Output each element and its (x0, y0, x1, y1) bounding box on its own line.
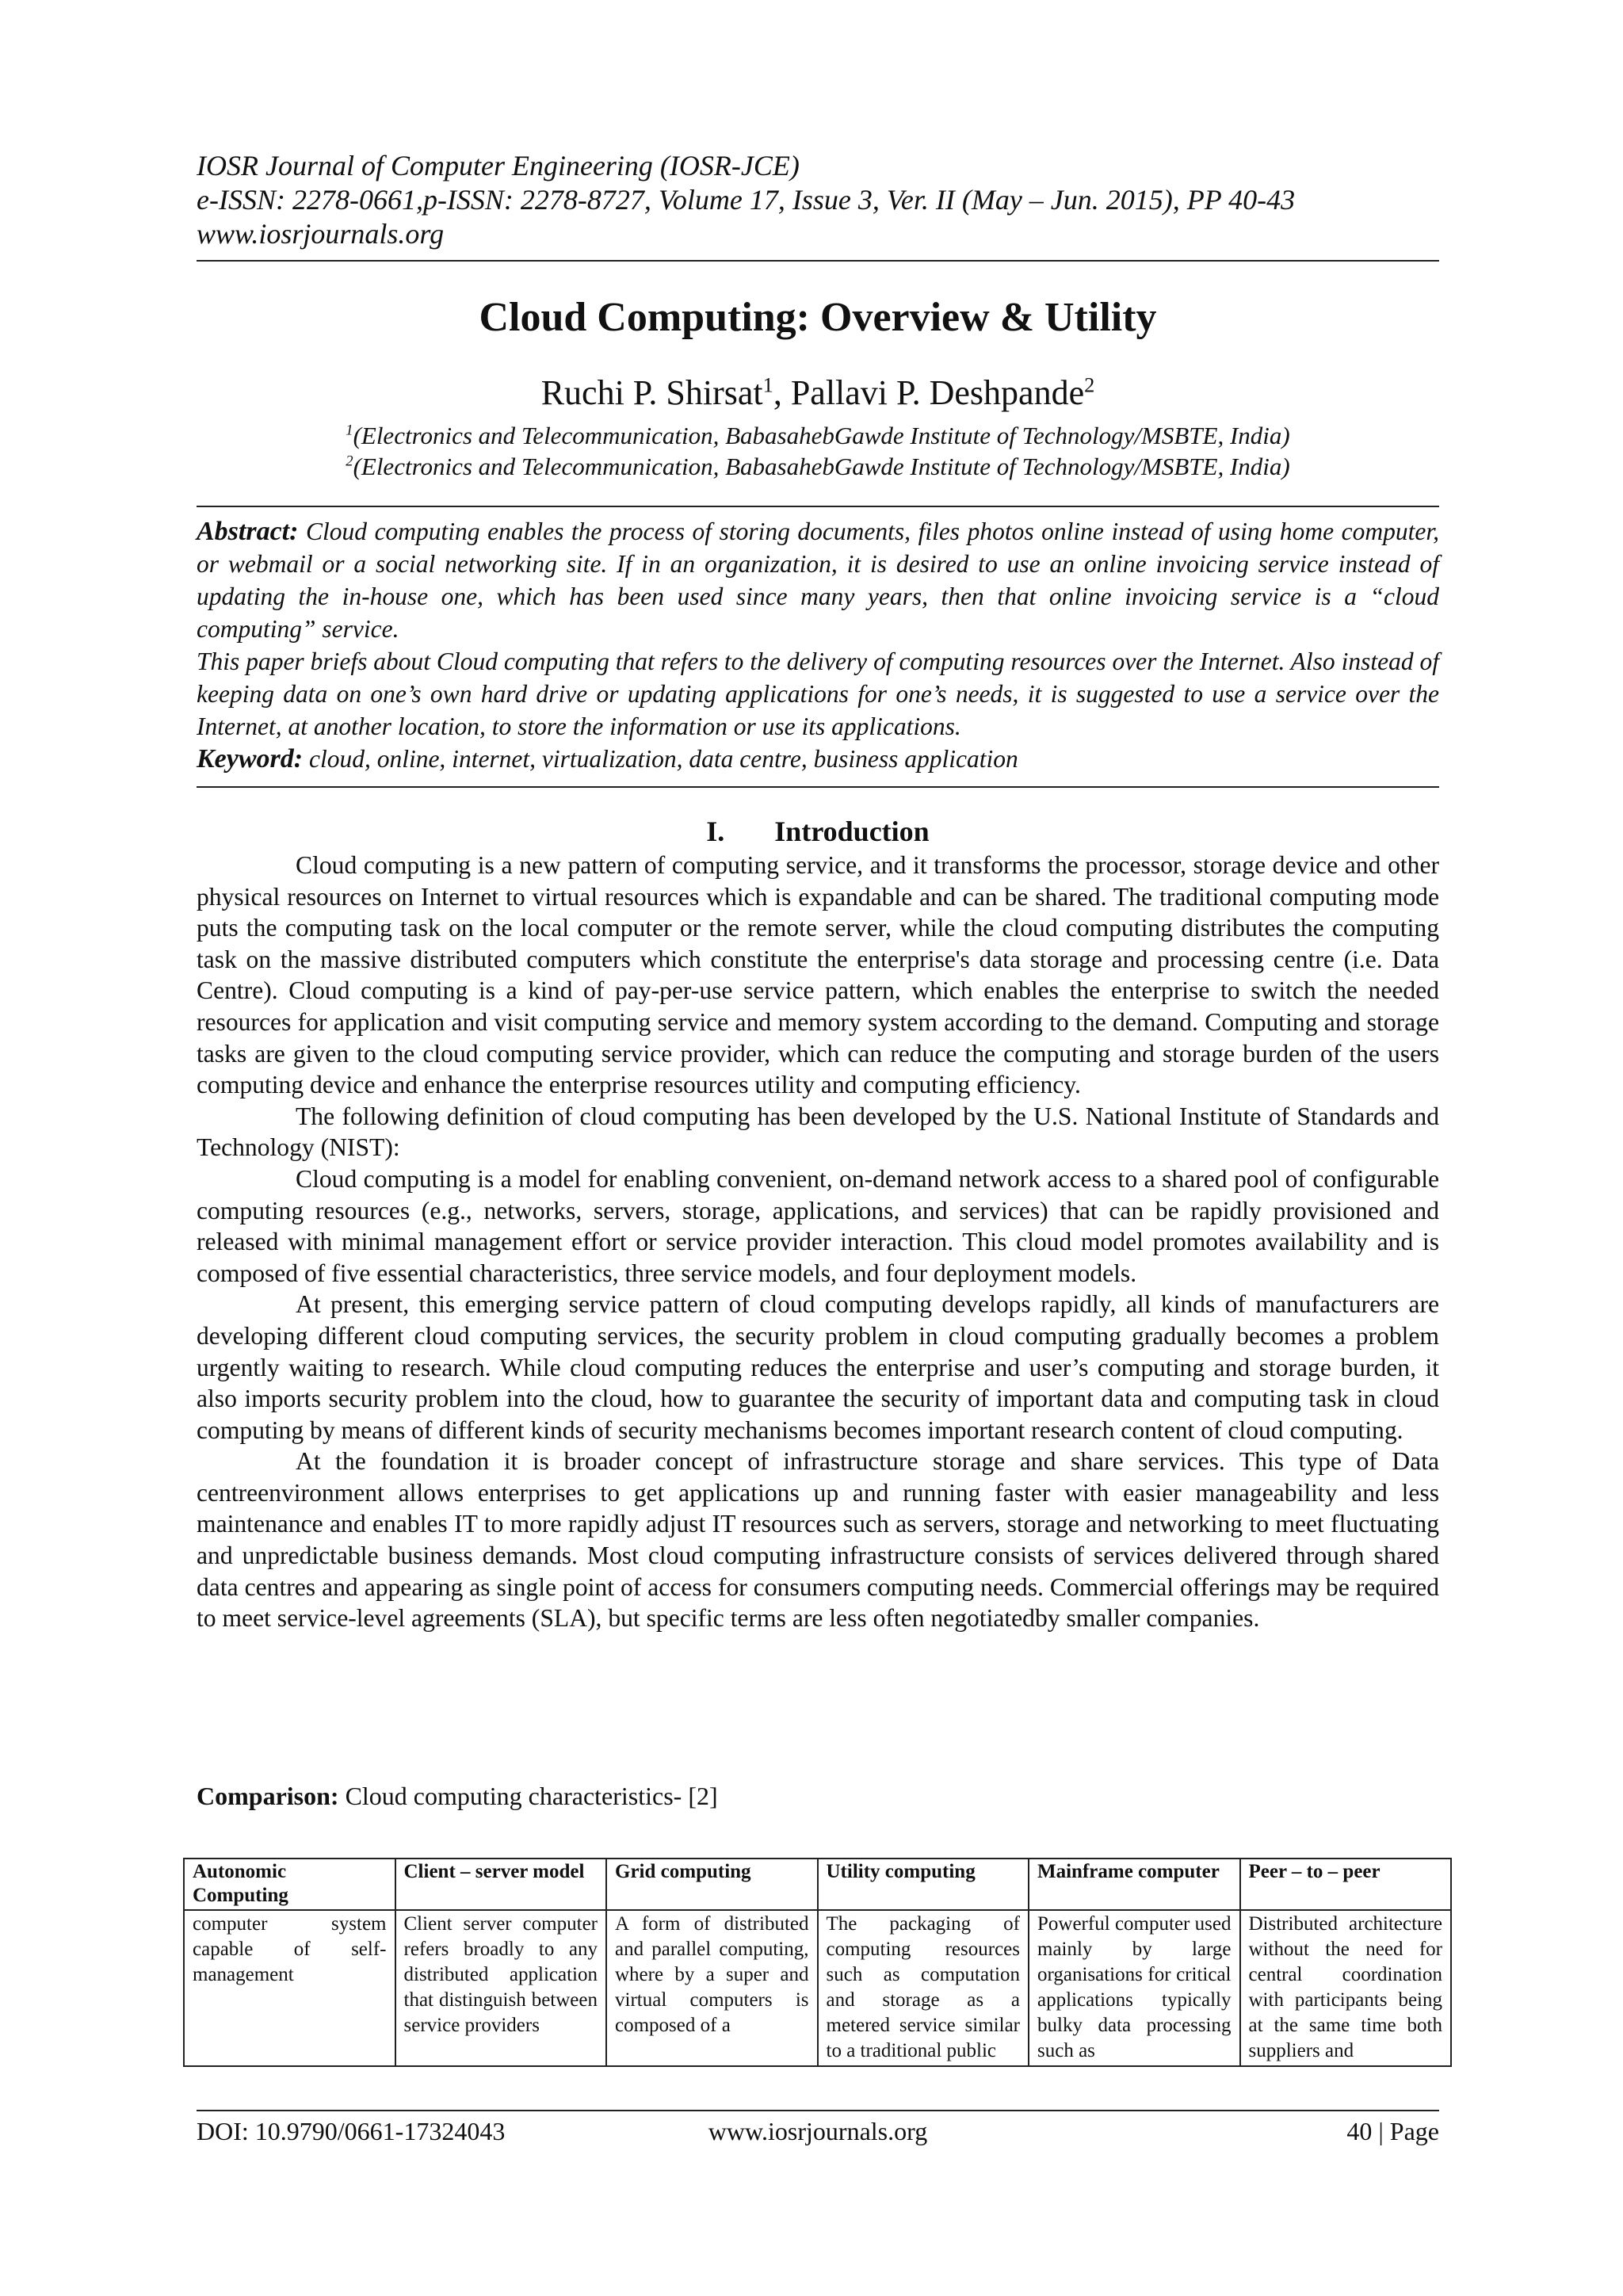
table-header-row (184, 1859, 1451, 1910)
table-header-cell: Utility computing (818, 1859, 1029, 1910)
affiliation-superscript: 2 (346, 453, 353, 470)
footer-page-number: 40 | Page (1346, 2117, 1439, 2145)
author-name: Ruchi P. Shirsat (540, 373, 763, 412)
table-row (184, 1910, 1451, 2066)
comparison-table (183, 1858, 1452, 2067)
author-name: Pallavi P. Deshpande (790, 373, 1085, 412)
body-paragraph: Cloud computing is a new pattern of computing service, and it transforms the processor, storage device and other physical resources on Internet to virtual resources which is expandable and can be shared. The traditional computing mode puts the computing task on the local computer or the remote server, while the cloud computing distributes the computing task on the massive distributed computers which constitute the enterprise's data storage and processing centre (i.e. Data Centre). Cloud computing is a kind of pay-per-use service pattern, which enables the enterprise to switch the needed resources for application and visit computing service and memory system according to the demand. Computing and storage tasks are given to the cloud computing service provider, which can reduce the computing and storage burden of the users computing device and enhance the enterprise resources utility and computing efficiency. (197, 851, 1439, 1099)
header-rule (197, 260, 1439, 262)
abstract-text: Cloud computing enables the process of storing documents, files photos online instead of using home computer, or webmail or a social networking site. If in an organization, it is desired to use an online invoicing service instead of updating the in-house one, which has been used since many years, then that online invoicing service is a “cloud computing” service. (197, 518, 1440, 643)
affiliation-text: (Electronics and Telecommunication, BabasahebGawde Institute of Technology/MSBTE, India) (353, 453, 1290, 480)
body-paragraph: At present, this emerging service pattern of cloud computing develops rapidly, all kinds of manufacturers are developing different cloud computing services, the security problem in cloud computing gradually becomes a problem urgently waiting to research. While cloud computing reduces the enterprise and user’s computing and storage burden, it also imports security problem into the cloud, how to guarantee the security of important data and computing task in cloud computing by means of different kinds of security mechanisms becomes important research content of cloud computing. (197, 1290, 1439, 1444)
footer-website[interactable]: www.iosrjournals.org (708, 2117, 928, 2145)
body-paragraph: Cloud computing is a model for enabling convenient, on-demand network access to a shared pool of configurable computing resources (e.g., networks, servers, storage, applications, and services) that can be rapidly provisioned and released with minimal management effort or service provider interaction. This cloud model promotes availability and is composed of five essential characteristics, three service models, and four deployment models. (197, 1164, 1439, 1287)
abstract-paragraph: This paper briefs about Cloud computing that refers to the delivery of computing resources over the Internet. Also instead of keeping data on one’s own hard drive or updating applications for one’s needs, it is suggested to use a service over the Internet, at another location, to store the information or use its applications. (197, 648, 1439, 740)
table-cell: The packaging of computing resources such as computation and storage as a metered service similar to a traditional public (818, 1910, 1029, 2066)
journal-header (197, 149, 1439, 251)
table-cell: computer system capable of self-management (184, 1910, 395, 2066)
abstract-paragraph (197, 515, 1439, 645)
keyword-label: Keyword: (197, 744, 304, 774)
table-cell: Powerful computer used mainly by large organisations for critical applications typically bulky data processing such as (1029, 1910, 1240, 2066)
footer-doi: DOI: 10.9790/0661-17324043 (197, 2117, 506, 2145)
paper-title: Cloud Computing: Overview & Utility (479, 295, 1157, 340)
section-heading (197, 815, 1439, 848)
table-cell: A form of distributed and parallel computing, where by a super and virtual computers is composed of a (606, 1910, 818, 2066)
comparison-label: Comparison: (197, 1782, 339, 1810)
affiliations (197, 420, 1439, 482)
table-cell: Distributed architecture without the need for central coordination with participants being at the same time both suppliers and (1240, 1910, 1452, 2066)
affiliation (197, 451, 1439, 482)
body-paragraph: At the foundation it is broader concept of infrastructure storage and share services. This type of Data centreenvironment allows enterprises to get applications up and running faster with easier manageability and less maintenance and enables IT to more rapidly adjust IT resources such as servers, storage and networking to meet fluctuating and unpredictable business demands. Most cloud computing infrastructure consists of services delivered through shared data centres and appearing as single point of access for consumers computing needs. Commercial offerings may be required to meet service-level agreements (SLA), but specific terms are less often negotiatedby smaller companies. (197, 1447, 1439, 1633)
table-header-cell: Grid computing (606, 1859, 818, 1910)
body-paragraph: The following definition of cloud computing has been developed by the U.S. National Institute of Standards and Technology (NIST): (197, 1102, 1439, 1162)
author-superscript: 2 (1084, 372, 1095, 397)
section-title: Introduction (774, 816, 930, 847)
keyword-list: cloud, online, internet, virtualization, data centre, business application (308, 745, 1018, 773)
author-superscript: 1 (762, 372, 773, 397)
section-number: I. (706, 816, 725, 847)
keywords (197, 743, 1439, 775)
journal-name: IOSR Journal of Computer Engineering (IOSR-JCE) (197, 150, 800, 181)
author-list (197, 372, 1439, 414)
abstract-label: Abstract: (197, 517, 299, 546)
table-header-cell: Client – server model (395, 1859, 607, 1910)
journal-website[interactable]: www.iosrjournals.org (197, 218, 445, 250)
affiliation-text: (Electronics and Telecommunication, BabasahebGawde Institute of Technology/MSBTE, India) (353, 422, 1290, 449)
abstract-top-rule (197, 506, 1439, 507)
author-separator: , (773, 373, 791, 412)
abstract (197, 515, 1439, 775)
table-header-cell: Peer – to – peer (1240, 1859, 1452, 1910)
abstract-bottom-rule (197, 786, 1439, 788)
table-cell: Client server computer refers broadly to any distributed application that distinguish between service providers (395, 1910, 607, 2066)
table-header-cell: Mainframe computer (1029, 1859, 1240, 1910)
page-footer (197, 2115, 1439, 2148)
comparison-caption (197, 1780, 1439, 1812)
comparison-caption-text: Cloud computing characteristics- [2] (338, 1782, 718, 1810)
table-header-cell: Autonomic Computing (184, 1859, 395, 1910)
affiliation-superscript: 1 (346, 422, 353, 439)
footer-rule (197, 2110, 1439, 2111)
affiliation (197, 420, 1439, 451)
journal-issn: e-ISSN: 2278-0661,p-ISSN: 2278-8727, Volume 17, Issue 3, Ver. II (May – Jun. 2015), PP 40-43 (197, 184, 1296, 216)
section-body (197, 850, 1439, 1634)
